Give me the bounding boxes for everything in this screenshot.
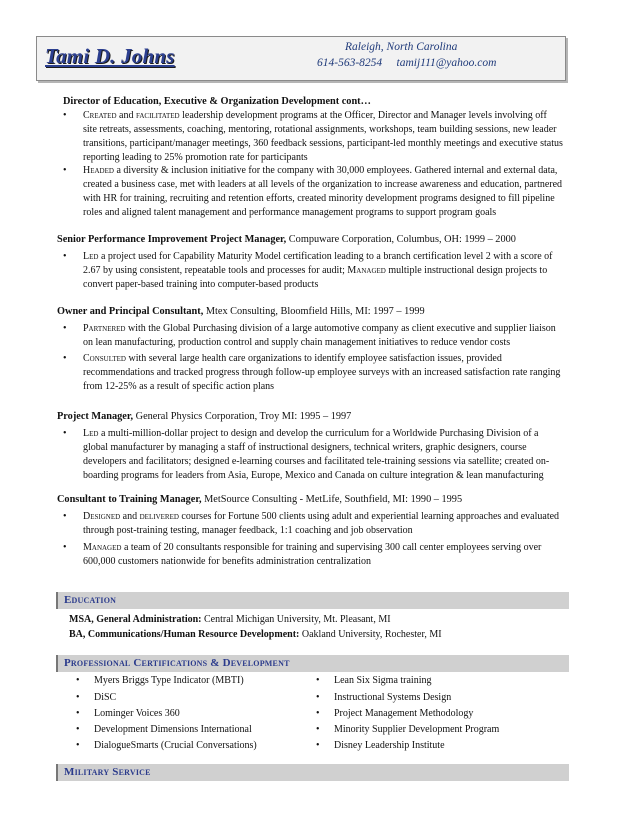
resume-header xyxy=(36,36,566,81)
bullet-text: Led a project used for Capability Maturity Model certification leading to a branch certification level 2 with a score of 2.67 by using consistent, repeatable tools and processes for audit; Managed multiple instructional design projects to convert paper-based training into computer-based products xyxy=(83,251,553,290)
candidate-name: Tami D. Johns xyxy=(45,44,175,68)
job-title xyxy=(57,493,462,507)
job-role: Project Manager, xyxy=(57,411,134,422)
bullet-text: Designed and delivered courses for Fortune 500 clients using adult and experiential learning approaches and evaluated through post-training testing, manager feedback, 1:1 coaching and job observation xyxy=(83,511,560,536)
candidate-email: tamij111@yahoo.com xyxy=(396,57,497,69)
job-bullet xyxy=(63,250,563,292)
candidate-contact xyxy=(317,57,496,69)
job-role: Senior Performance Improvement Project Manager, xyxy=(57,234,287,245)
job-role: Director of Education, Executive & Organization Development cont… xyxy=(63,96,371,107)
education-section-header xyxy=(56,592,569,609)
bullet-icon: • xyxy=(316,675,320,686)
job-bullet xyxy=(63,322,563,350)
job-bullet xyxy=(63,541,563,569)
military-section-header xyxy=(56,764,569,781)
job-role: Consultant to Training Manager, xyxy=(57,494,202,505)
job-company: Mtex Consulting, Bloomfield Hills, MI: 1997 – 1999 xyxy=(203,306,425,317)
certifications-section-header xyxy=(56,655,569,672)
bullet-icon: • xyxy=(316,708,320,719)
bullet-icon: • xyxy=(63,165,67,176)
bullet-icon: • xyxy=(63,511,67,522)
job-bullet xyxy=(63,510,563,538)
job-title xyxy=(57,233,516,247)
education-item xyxy=(69,628,442,642)
job-company: General Physics Corporation, Troy MI: 1995 – 1997 xyxy=(133,411,352,422)
bullet-text: Consulted with several large health care organizations to identify employee satisfaction issues, provided recommendations and tracked progress through follow-up employee surveys with an increased satisfaction rate ranging from 12-25% as a result of specific action plans xyxy=(83,353,561,392)
job-title xyxy=(57,410,351,424)
education-heading: Education xyxy=(64,594,117,606)
bullet-icon: • xyxy=(76,740,80,751)
bullet-text: Headed a diversity & inclusion initiative for the company with 30,000 employees. Gathered internal and external data, created a business case, met with leaders at all levels of the organization to increase awareness and education, partnered with HR for training, recruiting and retention efforts, created minority development programs designed to fill pipeline roles and aligned talent management and performance management programs to support program goals xyxy=(83,165,563,218)
job-bullet xyxy=(63,427,563,483)
job-bullet xyxy=(63,109,563,165)
bullet-icon: • xyxy=(76,724,80,735)
school: Central Michigan University, Mt. Pleasant, MI xyxy=(201,614,391,625)
education-item xyxy=(69,613,391,627)
job-bullet xyxy=(63,352,563,394)
bullet-icon: • xyxy=(76,692,80,703)
candidate-phone: 614-563-8254 xyxy=(317,57,383,69)
bullet-icon: • xyxy=(63,110,67,121)
bullet-icon: • xyxy=(76,675,80,686)
bullet-icon: • xyxy=(63,323,67,334)
job-title xyxy=(63,95,371,109)
school: Oakland University, Rochester, MI xyxy=(299,629,442,640)
bullet-text: Partnered with the Global Purchasing division of a large automotive company as client executive and supplier liaison on lean manufacturing, production control and supply chain management initiatives to reduce vendor costs xyxy=(83,323,556,348)
bullet-icon: • xyxy=(316,692,320,703)
degree: MSA, General Administration: xyxy=(69,614,202,625)
bullet-icon: • xyxy=(63,353,67,364)
job-role: Owner and Principal Consultant, xyxy=(57,306,204,317)
job-company: Compuware Corporation, Columbus, OH: 1999 – 2000 xyxy=(286,234,516,245)
bullet-icon: • xyxy=(76,708,80,719)
bullet-icon: • xyxy=(63,428,67,439)
job-company: MetSource Consulting - MetLife, Southfield, MI: 1990 – 1995 xyxy=(201,494,463,505)
bullet-icon: • xyxy=(63,542,67,553)
bullet-text: Created and facilitated leadership development programs at the Officer, Director and Manager levels involving off site retreats, assessments, coaching, mentoring, rotational assignments, workshops, team building sessions, new leader transitions, participant/manager meetings, 360 feedback sessions, participant-led monthly meetings and executive status reporting leading to 25% promotion rate for participants xyxy=(83,110,563,163)
bullet-icon: • xyxy=(63,251,67,262)
bullet-text: Managed a team of 20 consultants responsible for training and supervising 300 call center employees serving over 600,000 customers nationwide for benefits administration centralization xyxy=(83,542,542,567)
certifications-heading: Professional Certifications & Development xyxy=(64,657,290,669)
bullet-text: Led a multi-million-dollar project to design and develop the curriculum for a Worldwide Purchasing Division of a global manufacturer by managing a staff of instructional designers, technical writers, graphic designers, course developers and facilitators; designed e-learning courses and facilitated tele-training sessions via satellite; created on-boarding programs for leaders from Asia, Europe, Mexico and Canada on culture integration & lean manufacturing xyxy=(83,428,550,481)
job-title xyxy=(57,305,425,319)
bullet-icon: • xyxy=(316,740,320,751)
military-heading: Military Service xyxy=(64,766,151,778)
job-bullet xyxy=(63,164,563,220)
degree: BA, Communications/Human Resource Development: xyxy=(69,629,300,640)
bullet-icon: • xyxy=(316,724,320,735)
candidate-location: Raleigh, North Carolina xyxy=(345,41,458,53)
